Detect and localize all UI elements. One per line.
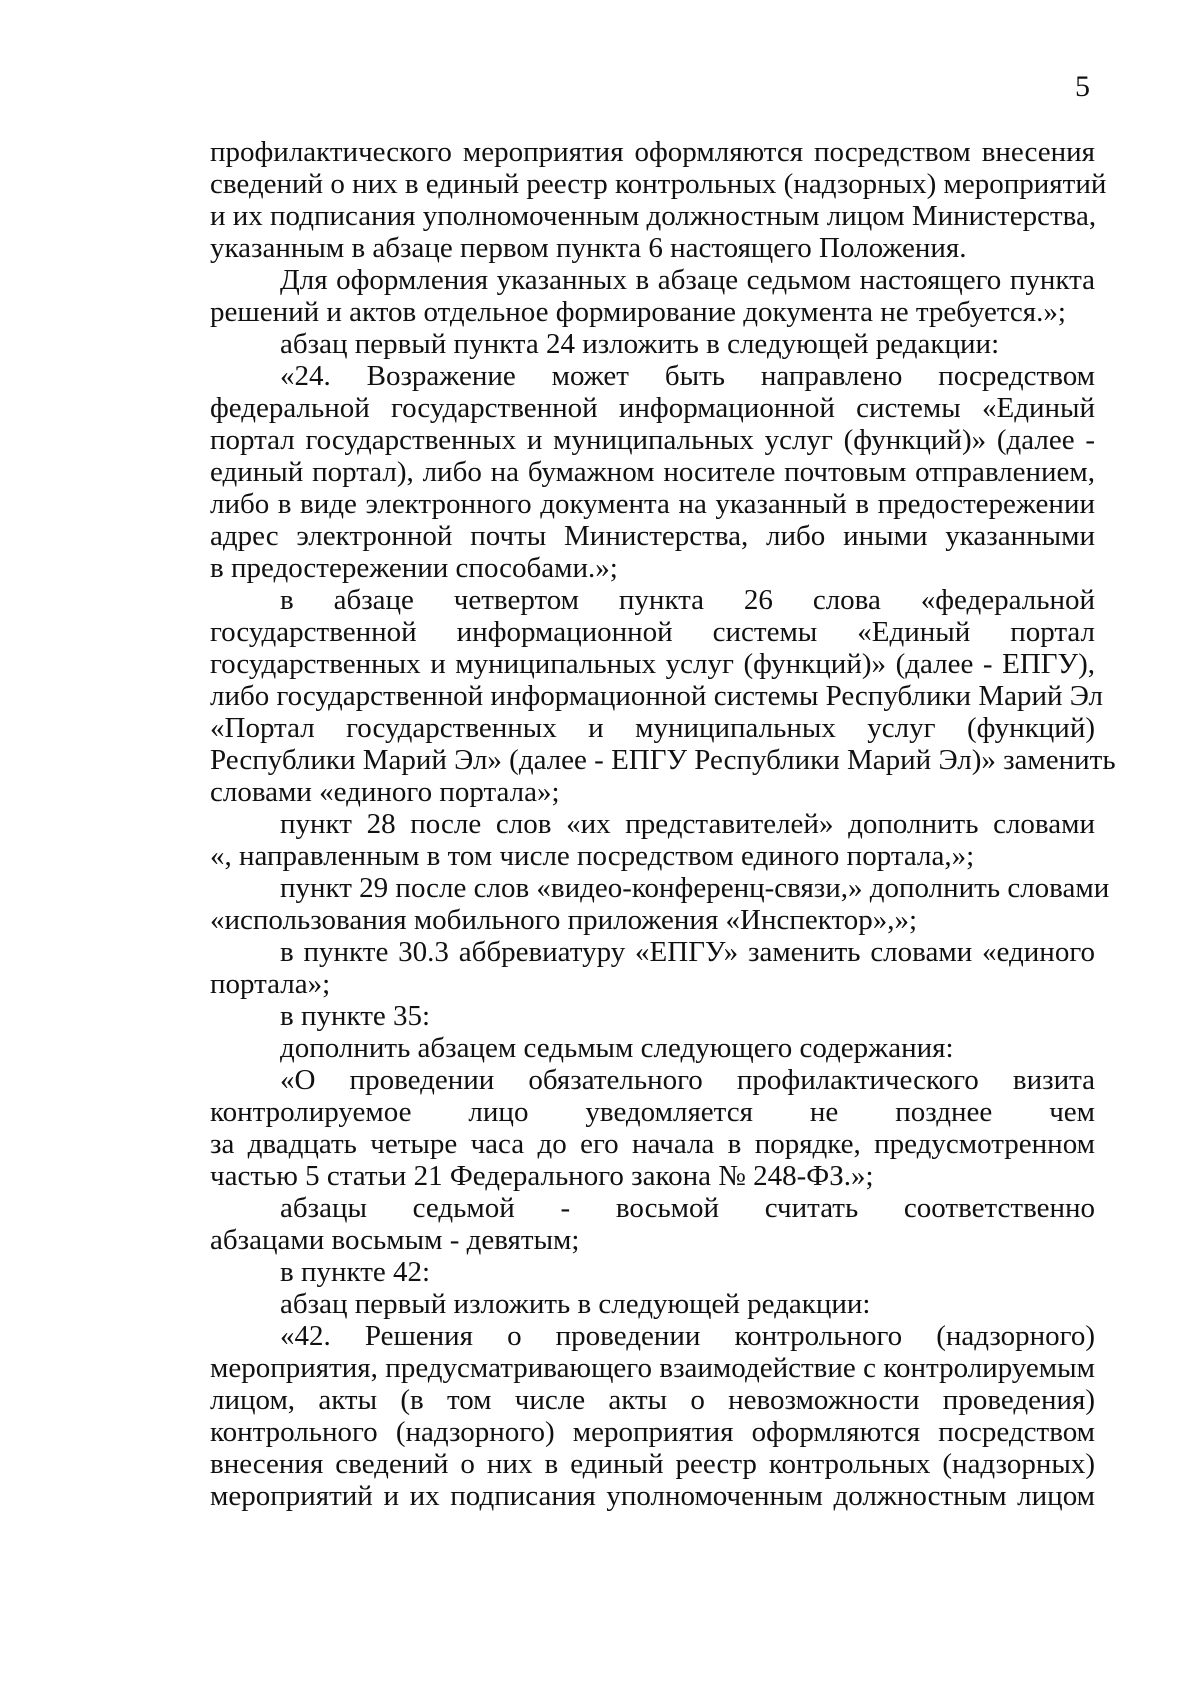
text-line: единый портал), либо на бумажном носителе почтовым отправлением, xyxy=(210,456,1095,488)
text-line: в пункте 42: xyxy=(280,1256,431,1288)
text-line: сведений о них в единый реестр контрольных (надзорных) мероприятий xyxy=(210,168,1107,200)
text-line: частью 5 статьи 21 Федерального закона № 248-ФЗ.»; xyxy=(210,1160,874,1192)
text-line: адрес электронной почты Министерства, либо иными указанными xyxy=(210,520,1095,552)
text-line: либо в виде электронного документа на указанный в предостережении xyxy=(210,488,1095,520)
text-line: в предостережении способами.»; xyxy=(210,552,618,584)
text-line: абзацы седьмой - восьмой считать соответственно xyxy=(280,1192,1095,1224)
text-line: в пункте 30.3 аббревиатуру «ЕПГУ» заменить словами «единого xyxy=(280,936,1095,968)
text-line: Республики Марий Эл» (далее - ЕПГУ Республики Марий Эл)» заменить xyxy=(210,744,1116,776)
text-line: контрольного (надзорного) мероприятия оформляются посредством xyxy=(210,1416,1095,1448)
text-line: и их подписания уполномоченным должностным лицом Министерства, xyxy=(210,200,1097,232)
text-line: абзацами восьмым - девятым; xyxy=(210,1224,580,1256)
text-line: портала»; xyxy=(210,968,331,1000)
text-line: дополнить абзацем седьмым следующего содержания: xyxy=(280,1032,954,1064)
text-line: пункт 28 после слов «их представителей» дополнить словами xyxy=(280,808,1095,840)
text-line: словами «единого портала»; xyxy=(210,776,560,808)
text-line: Для оформления указанных в абзаце седьмом настоящего пункта xyxy=(280,264,1095,296)
text-line: за двадцать четыре часа до его начала в порядке, предусмотренном xyxy=(210,1128,1095,1160)
text-line: в пункте 35: xyxy=(280,1000,431,1032)
text-line: «О проведении обязательного профилактического визита xyxy=(280,1064,1095,1096)
text-line: абзац первый пункта 24 изложить в следующей редакции: xyxy=(280,328,1000,360)
text-line: контролируемое лицо уведомляется не позднее чем xyxy=(210,1096,1095,1128)
text-line: абзац первый изложить в следующей редакции: xyxy=(280,1288,871,1320)
text-line: государственной информационной системы «Единый портал xyxy=(210,616,1095,648)
text-line: профилактического мероприятия оформляются посредством внесения xyxy=(210,136,1095,168)
text-line: в абзаце четвертом пункта 26 слова «федеральной xyxy=(280,584,1095,616)
text-line: «Портал государственных и муниципальных услуг (функций) xyxy=(210,712,1095,744)
text-line: мероприятий и их подписания уполномоченным должностным лицом xyxy=(210,1480,1095,1512)
text-line: лицом, акты (в том числе акты о невозможности проведения) xyxy=(210,1384,1095,1416)
text-line: решений и актов отдельное формирование документа не требуется.»; xyxy=(210,296,1066,328)
text-line: «, направленным в том числе посредством единого портала,»; xyxy=(210,840,975,872)
text-line: «24. Возражение может быть направлено посредством xyxy=(280,360,1095,392)
text-line: внесения сведений о них в единый реестр контрольных (надзорных) xyxy=(210,1448,1095,1480)
text-line: либо государственной информационной системы Республики Марий Эл xyxy=(210,680,1103,712)
text-line: мероприятия, предусматривающего взаимодействие с контролируемым xyxy=(210,1352,1095,1384)
text-line: указанным в абзаце первом пункта 6 настоящего Положения. xyxy=(210,232,967,264)
text-line: «42. Решения о проведении контрольного (надзорного) xyxy=(280,1320,1095,1352)
page-number: 5 xyxy=(1075,70,1090,103)
text-line: федеральной государственной информационной системы «Единый xyxy=(210,392,1095,424)
text-line: портал государственных и муниципальных услуг (функций)» (далее - xyxy=(210,424,1095,456)
text-line: государственных и муниципальных услуг (функций)» (далее - ЕПГУ), xyxy=(210,648,1095,680)
text-line: пункт 29 после слов «видео-конференц-связи,» дополнить словами xyxy=(280,872,1110,904)
text-line: «использования мобильного приложения «Инспектор»,»; xyxy=(210,904,918,936)
